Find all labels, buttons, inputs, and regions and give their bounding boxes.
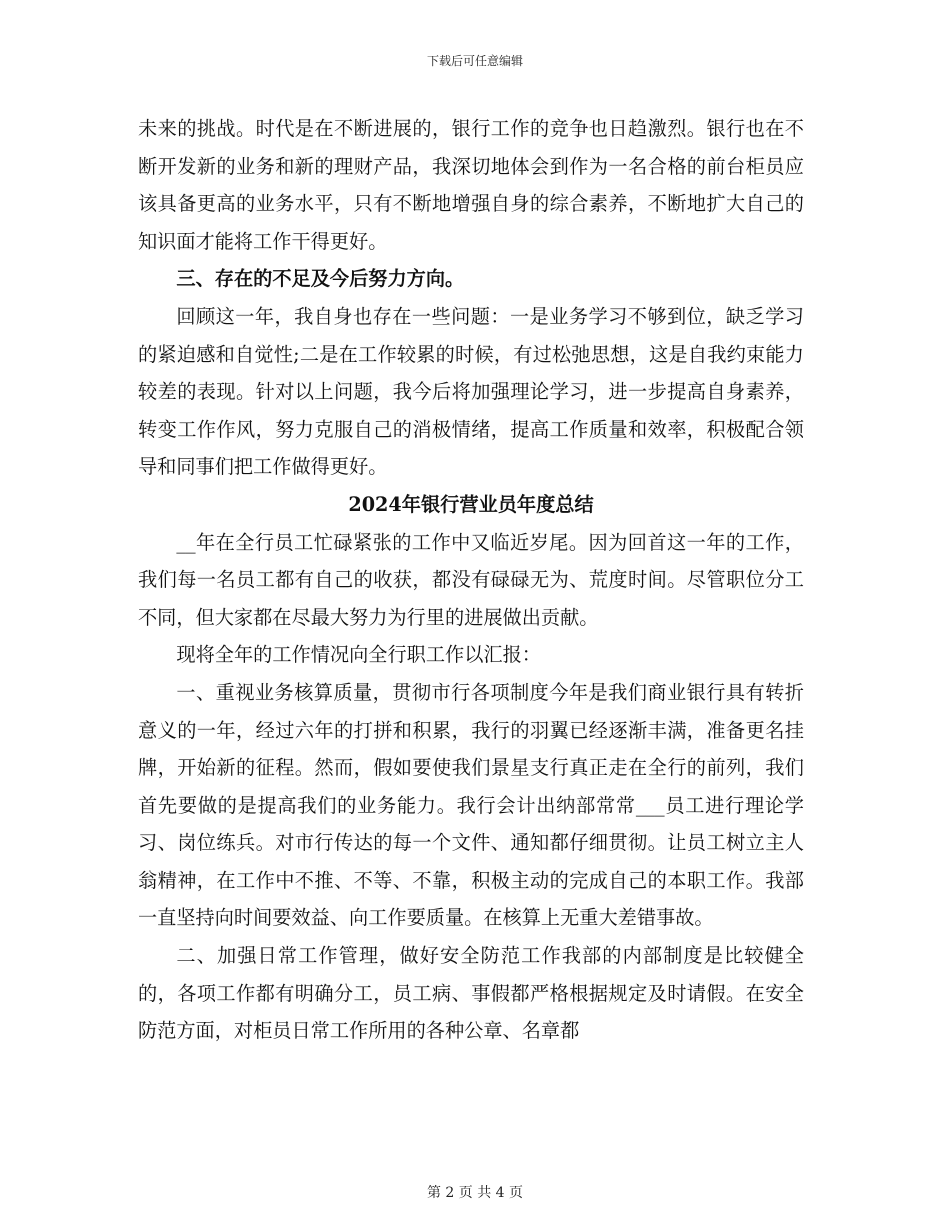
paragraph-report-lead: 现将全年的工作情况向全行职工作以汇报： <box>176 643 541 667</box>
paragraph-review: 回顾这一年，我自身也存在一些问题：一是业务学习不够到位，缺乏学习的紧迫感和自觉性;二是在工作较累的时候，有过松弛思想，这是自我约束能力较差的表现。针对以上问题，我今后将加强理论学习，进一步提高自身素养，转变工作作风，努力克服自己的消极情绪，提高工作质量和效率，积极配合领导和同事们把工作做得更好。 <box>138 304 804 479</box>
paragraph-continued: 未来的挑战。时代是在不断进展的，银行工作的竞争也日趋激烈。银行也在不断开发新的业务和新的理财产品，我深切地体会到作为一名合格的前台柜员应该具备更高的业务水平，只有不断地增强自身的综合素养，不断地扩大自己的知识面才能将工作干得更好。 <box>138 117 804 253</box>
document-body <box>138 110 804 1050</box>
paragraph-intro: __年在全行员工忙碌紧张的工作中又临近岁尾。因为回首这一年的工作，我们每一名员工都有自己的收获，都没有碌碌无为、荒度时间。尽管职位分工不同，但大家都在尽最大努力为行里的进展做出贡献。 <box>138 530 804 629</box>
section-heading-3: 三、存在的不足及今后努力方向。 <box>176 267 465 291</box>
page-footer: 第 2 页 共 4 页 <box>426 1185 524 1201</box>
paragraph-section-2: 二、加强日常工作管理，做好安全防范工作我部的内部制度是比较健全的，各项工作都有明确分工，员工病、事假都严格根据规定及时请假。在安全防范方面，对柜员日常工作所用的各种公章、名章都 <box>138 944 804 1043</box>
page-header: 下载后可任意编辑 <box>426 54 523 68</box>
paragraph-section-1: 一、重视业务核算质量，贯彻市行各项制度今年是我们商业银行具有转折意义的一年，经过六年的打拼和积累，我行的羽翼已经逐渐丰满，准备更名挂牌，开始新的征程。然而，假如要使我们景星支行真正走在全行的前列，我们首先要做的是提高我们的业务能力。我行会计出纳部常常___员工进行理论学习、岗位练兵。对市行传达的每一个文件、通知都仔细贯彻。让员工树立主人翁精神，在工作中不推、不等、不靠，积极主动的完成自己的本职工作。我部一直坚持向时间要效益、向工作要质量。在核算上无重大差错事故。 <box>138 680 804 930</box>
document-title: 2024年银行营业员年度总结 <box>348 492 594 516</box>
